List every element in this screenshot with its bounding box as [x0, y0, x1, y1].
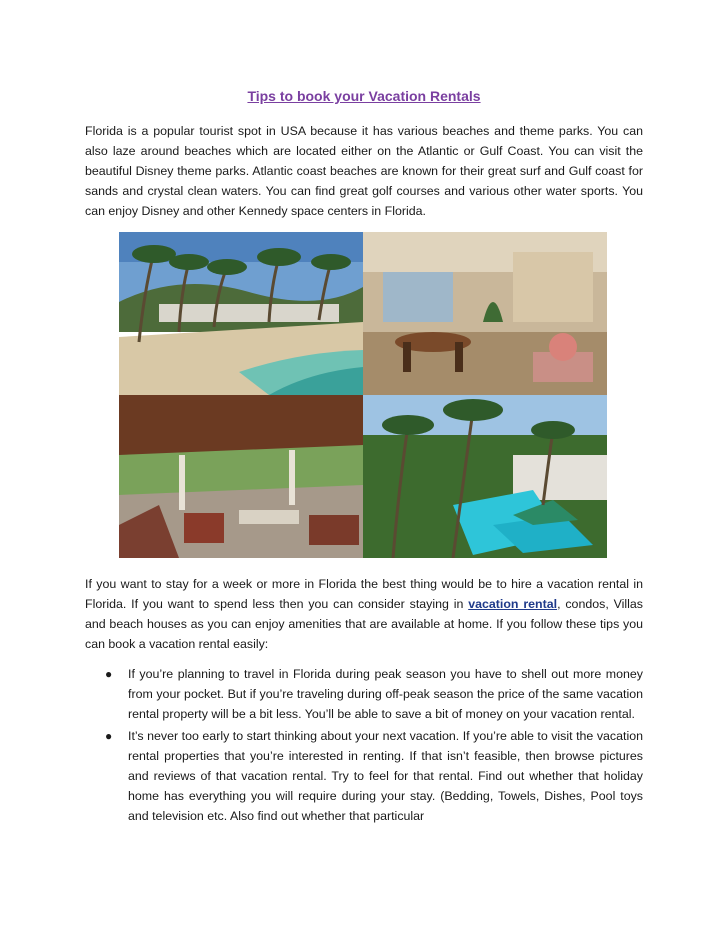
tips-list — [85, 664, 643, 828]
rental-photo-collage — [119, 232, 607, 558]
pool-garden-photo — [363, 395, 607, 558]
list-item — [85, 726, 643, 826]
vacation-rental-link[interactable]: vacation rental — [468, 597, 558, 611]
patio-lounge-photo — [119, 395, 363, 558]
bullet-icon: ● — [105, 667, 113, 681]
body-text-before-link: If you want to stay for a week or more in Florida the best thing would be to hire a vacation rental in Florida. If you want to spend less then you can consider staying in — [85, 577, 643, 611]
body-paragraph — [85, 574, 643, 654]
tip-text: It’s never too early to start thinking about your next vacation. If you’re able to visit the vacation rental properties that you’re interested in renting. If that isn’t feasible, then browse pictures and reviews of that vacation rental. Try to feel for that rental. Find out whether that holiday home has everything you will require during your stay. (Bedding, Towels, Dishes, Pool toys and television etc. Also find out whether that particular — [128, 729, 643, 823]
list-item — [85, 664, 643, 724]
tip-text: If you’re planning to travel in Florida during peak season you have to shell out more money from your pocket. But if you’re traveling during off-peak season the price of the same vacation rental property will be a bit less. You’ll be able to save a bit of money on your vacation rental. — [128, 667, 643, 721]
intro-paragraph: Florida is a popular tourist spot in USA because it has various beaches and theme parks. You can also laze around beaches which are located either on the Atlantic or Gulf Coast. You can visit the beautiful Disney theme parks. Atlantic coast beaches are known for their great surf and Gulf coast for sands and crystal clean waters. You can find great golf courses and various other water sports. You can enjoy Disney and other Kennedy space centers in Florida. — [85, 124, 643, 218]
page-title: Tips to book your Vacation Rentals — [247, 88, 481, 104]
bullet-icon: ● — [105, 729, 113, 743]
beach-palms-photo — [119, 232, 363, 395]
body-text-after-link: , condos, Villas and beach houses as you can enjoy amenities that are available at home. If you follow these tips you can book a vacation rental easily: — [85, 597, 643, 651]
living-room-photo — [363, 232, 607, 395]
